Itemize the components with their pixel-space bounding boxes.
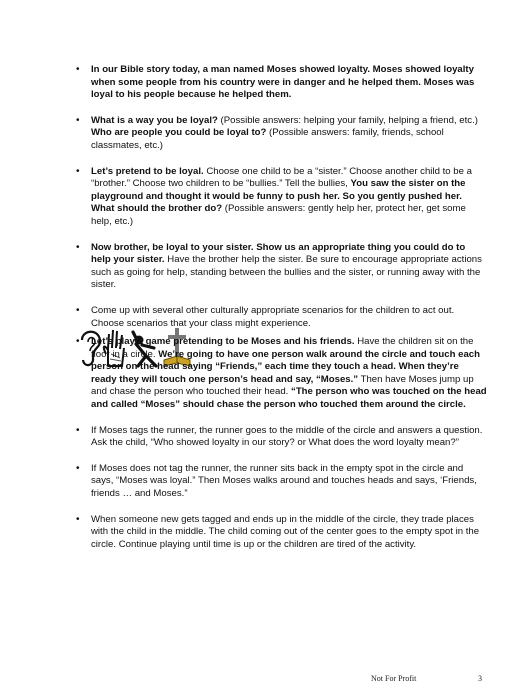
list-item <box>91 425 487 450</box>
body-text: (Possible answers: helping your family, helping a friend, etc.) <box>217 114 478 126</box>
footer-label: Not For Profit <box>371 674 417 683</box>
body-text: Come up with several other culturally appropriate scenarios for the children to act out. Choose scenarios that your class might experience. <box>91 304 455 329</box>
list-item <box>91 463 487 501</box>
bold-text: Let’s play a game pretending to be Moses and his friends. <box>91 336 355 347</box>
body-text: Have the brother help the sister. Be sure to encourage appropriate actions such as going for help, standing between the bullies and the sister, or running away with the sister. <box>91 254 482 291</box>
bold-text: Let’s pretend to be loyal. <box>91 165 204 177</box>
bold-text: You saw the sister on the playground and thought it would be funny to push her. So you gently pushed her. What should the brother do? <box>91 178 466 215</box>
list-item <box>91 115 487 153</box>
activity-list-2 <box>91 336 487 564</box>
body-text: If Moses does not tag the runner, the runner sits back in the empty spot in the circle and says, “Moses was loyal.” Then Moses walks around and touches heads and says, ‘Friends, friends … and Moses.” <box>91 462 477 499</box>
body-text: When someone new gets tagged and ends up in the middle of the circle, they trade places with the child in the middle. The child coming out of the center goes to the empty spot in the circle. Continue playing until time is up or the children are tired of the activity. <box>91 513 480 550</box>
body-text: If Moses tags the runner, the runner goes to the middle of the circle and answers a question. Ask the child, “Who showed loyalty in our story? or What does the word loyalty mean?” <box>91 424 483 449</box>
page-number: 3 <box>478 674 482 683</box>
body-text: Have the children sit on the floor in a circle. <box>91 336 474 360</box>
body-text: (Possible answers: gently help her, protect her, get some help, etc.) <box>91 203 466 227</box>
bold-text: Who are people you could be loyal to? <box>91 127 267 139</box>
body-text: Then have Moses jump up and chase the person who touched their head. <box>91 373 474 398</box>
list-item <box>91 336 487 412</box>
bold-text: What is a way you be loyal? <box>91 114 218 126</box>
body-text: Choose one child to be a “sister.” Choose another child to be a “brother.” Choose two children to be “bullies.” Tell the bullies, <box>91 165 472 190</box>
bold-text: Now brother, be loyal to your sister. Show us an appropriate thing you could do to help your sister. <box>91 241 466 266</box>
bold-text: “The person who was touched on the head and called “Moses” should chase the person who touched them around the circle. <box>91 386 487 410</box>
bold-text: In our Bible story today, a man named Moses showed loyalty. Moses showed loyalty when some people from his country were in danger and he helped them. Moses was loyal to his people because he helped them. <box>91 64 475 101</box>
list-item <box>91 242 487 292</box>
body-text: (Possible answers: family, friends, school classmates, etc.) <box>91 127 444 151</box>
list-item <box>91 514 487 552</box>
list-item <box>91 64 487 102</box>
bold-text: We’re going to have one person walk around the circle and touch each person on the head saying “Friends,” each time they touch a head. When they’re ready they will touch one person’s head and say, “Moses.” <box>91 348 480 385</box>
activity-list-1 <box>91 64 487 343</box>
list-item <box>91 166 487 229</box>
